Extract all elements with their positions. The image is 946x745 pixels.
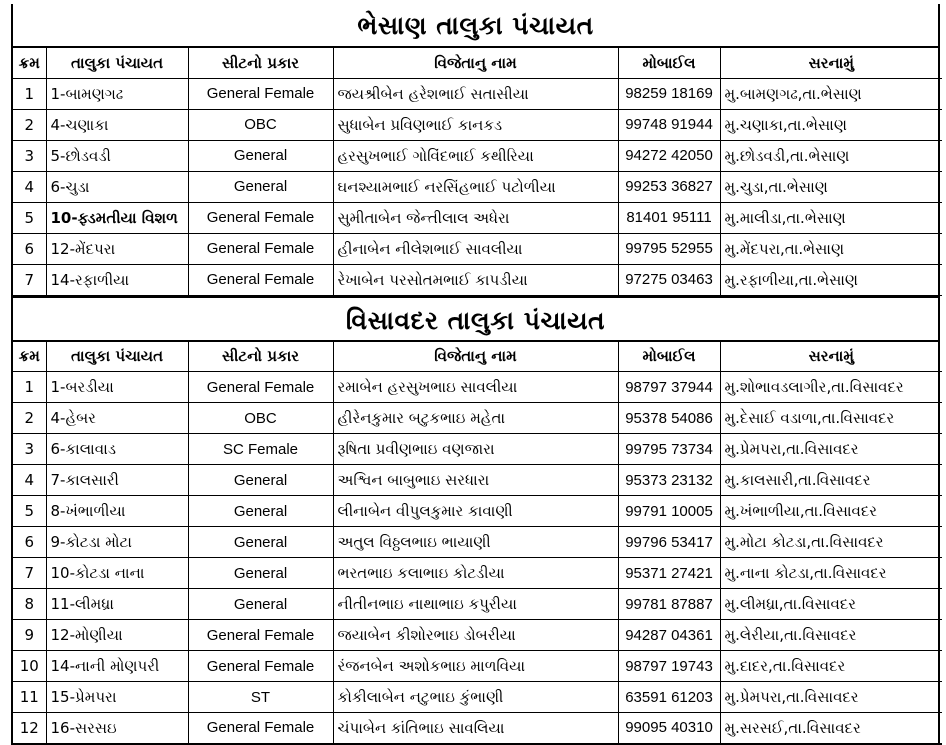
mobile-cell: 81401 95111 xyxy=(618,202,720,233)
serial-cell: 1 xyxy=(13,78,46,109)
mobile-cell: 99095 40310 xyxy=(618,713,720,744)
winner-name-cell: રેખાબેન પરસોતમભાઈ કાપડીયા xyxy=(333,264,618,295)
header-mobile: મોબાઈલ xyxy=(618,48,720,78)
winner-name-cell: સુધાબેન પ્રવિણભાઈ કાનકડ xyxy=(333,109,618,140)
address-cell: મુ.બામણગઢ,તા.ભેસાણ xyxy=(720,78,942,109)
serial-cell: 12 xyxy=(13,713,46,744)
serial-cell: 6 xyxy=(13,527,46,558)
header-address: સરનામું xyxy=(720,48,942,78)
table-row xyxy=(13,78,942,109)
table-row xyxy=(13,651,942,682)
section-title-bhesan: ભેસાણ તાલુકા પંચાયત xyxy=(13,4,938,48)
winner-name-cell: ઘનશ્યામભાઈ નરસિંહભાઈ પટોળીયા xyxy=(333,171,618,202)
seat-type-cell: General Female xyxy=(188,202,333,233)
address-cell: મુ.પ્રેમપરા,તા.વિસાવદર xyxy=(720,434,942,465)
bhesan-table xyxy=(13,48,942,296)
address-cell: મુ.દેસાઈ વડાળા,તા.વિસાવદર xyxy=(720,403,942,434)
table-row xyxy=(13,403,942,434)
panchayat-cell: 6-ચુડા xyxy=(46,171,188,202)
seat-type-cell: General xyxy=(188,171,333,202)
winner-name-cell: હીરેનકુમાર બટુકભાઇ મહેતા xyxy=(333,403,618,434)
winner-name-cell: ચંપાબેન કાંતિભાઇ સાવલિયા xyxy=(333,713,618,744)
serial-cell: 2 xyxy=(13,109,46,140)
seat-type-cell: OBC xyxy=(188,109,333,140)
serial-cell: 5 xyxy=(13,202,46,233)
header-serial: ક્રમ xyxy=(13,48,46,78)
seat-type-cell: General xyxy=(188,558,333,589)
winner-name-cell: કોકીલાબેન નટુભાઇ કુંભાણી xyxy=(333,682,618,713)
address-cell: મુ.નાના કોટડા,તા.વિસાવદર xyxy=(720,558,942,589)
mobile-cell: 94272 42050 xyxy=(618,140,720,171)
table-header-row xyxy=(13,342,942,372)
address-cell: મુ.લીમધ્રા,તા.વિસાવદર xyxy=(720,589,942,620)
winner-name-cell: હરસુખભાઈ ગોવિંદભાઈ કથીરિયા xyxy=(333,140,618,171)
mobile-cell: 99781 87887 xyxy=(618,589,720,620)
panchayat-cell: 1-બરડીયા xyxy=(46,372,188,403)
mobile-cell: 95373 23132 xyxy=(618,465,720,496)
winner-name-cell: રમાબેન હરસુખભાઇ સાવલીયા xyxy=(333,372,618,403)
seat-type-cell: SC Female xyxy=(188,434,333,465)
winner-name-cell: સુમીતાબેન જેન્તીલાલ અધેરા xyxy=(333,202,618,233)
mobile-cell: 97275 03463 xyxy=(618,264,720,295)
table-row xyxy=(13,372,942,403)
visavadar-rows xyxy=(13,372,942,744)
panchayat-cell: 5-છોડવડી xyxy=(46,140,188,171)
panchayat-cell: 10-ફ્ડમતીયા વિશળ xyxy=(46,202,188,233)
table-row xyxy=(13,589,942,620)
table-row xyxy=(13,140,942,171)
mobile-cell: 99253 36827 xyxy=(618,171,720,202)
seat-type-cell: General xyxy=(188,527,333,558)
header-address: સરનામું xyxy=(720,342,942,372)
mobile-cell: 98797 19743 xyxy=(618,651,720,682)
panchayat-cell: 14-નાની મોણપરી xyxy=(46,651,188,682)
address-cell: મુ.મોટા કોટડા,તા.વિસાવદર xyxy=(720,527,942,558)
winner-name-cell: લીનાબેન વીપુલકુમાર કાવાણી xyxy=(333,496,618,527)
seat-type-cell: General Female xyxy=(188,651,333,682)
mobile-cell: 98259 18169 xyxy=(618,78,720,109)
table-row xyxy=(13,713,942,744)
serial-cell: 6 xyxy=(13,233,46,264)
table-row xyxy=(13,682,942,713)
results-sheet xyxy=(11,4,940,745)
table-row xyxy=(13,264,942,295)
mobile-cell: 94287 04361 xyxy=(618,620,720,651)
address-cell: મુ.કાલસારી,તા.વિસાવદર xyxy=(720,465,942,496)
table-row xyxy=(13,233,942,264)
winner-name-cell: જયાબેન કીશોરભાઇ ડોબરીયા xyxy=(333,620,618,651)
table-row xyxy=(13,202,942,233)
header-winner-name: વિજેતાનુ નામ xyxy=(333,342,618,372)
address-cell: મુ.દાદર,તા.વિસાવદર xyxy=(720,651,942,682)
panchayat-cell: 15-પ્રેમપરા xyxy=(46,682,188,713)
address-cell: મુ.શોભાવડલાગીર,તા.વિસાવદર xyxy=(720,372,942,403)
serial-cell: 11 xyxy=(13,682,46,713)
seat-type-cell: ST xyxy=(188,682,333,713)
winner-name-cell: જયશ્રીબેન હરેશભાઈ સતાસીયા xyxy=(333,78,618,109)
seat-type-cell: General xyxy=(188,496,333,527)
table-row xyxy=(13,465,942,496)
serial-cell: 8 xyxy=(13,589,46,620)
mobile-cell: 98797 37944 xyxy=(618,372,720,403)
panchayat-cell: 4-ચણાકા xyxy=(46,109,188,140)
section-title-visavadar: વિસાવદર તાલુકા પંચાયત xyxy=(13,296,938,342)
address-cell: મુ.ચુડા,તા.ભેસાણ xyxy=(720,171,942,202)
serial-cell: 1 xyxy=(13,372,46,403)
mobile-cell: 95378 54086 xyxy=(618,403,720,434)
seat-type-cell: General Female xyxy=(188,713,333,744)
panchayat-cell: 6-કાલાવાડ xyxy=(46,434,188,465)
mobile-cell: 99796 53417 xyxy=(618,527,720,558)
serial-cell: 7 xyxy=(13,264,46,295)
header-panchayat: તાલુકા પંચાયત xyxy=(46,342,188,372)
mobile-cell: 95371 27421 xyxy=(618,558,720,589)
table-row xyxy=(13,434,942,465)
panchayat-cell: 8-ખંભાળીયા xyxy=(46,496,188,527)
mobile-cell: 99791 10005 xyxy=(618,496,720,527)
mobile-cell: 99795 73734 xyxy=(618,434,720,465)
serial-cell: 4 xyxy=(13,171,46,202)
address-cell: મુ.માલીડા,તા.ભેસાણ xyxy=(720,202,942,233)
address-cell: મુ.પ્રેમપરા,તા.વિસાવદર xyxy=(720,682,942,713)
table-row xyxy=(13,527,942,558)
address-cell: મુ.છોડવડી,તા.ભેસાણ xyxy=(720,140,942,171)
winner-name-cell: અશ્વિન બાબુભાઇ સરધારા xyxy=(333,465,618,496)
winner-name-cell: રંજનબેન અશોકભાઇ માળવિયા xyxy=(333,651,618,682)
header-serial: ક્રમ xyxy=(13,342,46,372)
seat-type-cell: General Female xyxy=(188,78,333,109)
table-row xyxy=(13,109,942,140)
winner-name-cell: હીનાબેન નીલેશભાઈ સાવલીયા xyxy=(333,233,618,264)
seat-type-cell: General xyxy=(188,465,333,496)
panchayat-cell: 12-મોણીયા xyxy=(46,620,188,651)
serial-cell: 3 xyxy=(13,140,46,171)
header-seat-type: સીટનો પ્રકાર xyxy=(188,48,333,78)
panchayat-cell: 16-સરસઇ xyxy=(46,713,188,744)
panchayat-cell: 7-કાલસારી xyxy=(46,465,188,496)
table-row xyxy=(13,171,942,202)
table-row xyxy=(13,558,942,589)
bhesan-rows xyxy=(13,78,942,295)
panchayat-cell: 12-મેંદપરા xyxy=(46,233,188,264)
panchayat-cell: 4-હેબર xyxy=(46,403,188,434)
seat-type-cell: General xyxy=(188,589,333,620)
header-panchayat: તાલુકા પંચાયત xyxy=(46,48,188,78)
table-row xyxy=(13,496,942,527)
panchayat-cell: 14-રફાળીયા xyxy=(46,264,188,295)
header-winner-name: વિજેતાનુ નામ xyxy=(333,48,618,78)
address-cell: મુ.મેંદપરા,તા.ભેસાણ xyxy=(720,233,942,264)
seat-type-cell: General xyxy=(188,140,333,171)
serial-cell: 10 xyxy=(13,651,46,682)
serial-cell: 9 xyxy=(13,620,46,651)
serial-cell: 2 xyxy=(13,403,46,434)
mobile-cell: 63591 61203 xyxy=(618,682,720,713)
winner-name-cell: ભરતભાઇ કલાભાઇ કોટડીયા xyxy=(333,558,618,589)
seat-type-cell: OBC xyxy=(188,403,333,434)
address-cell: મુ.ચણાકા,તા.ભેસાણ xyxy=(720,109,942,140)
serial-cell: 3 xyxy=(13,434,46,465)
mobile-cell: 99795 52955 xyxy=(618,233,720,264)
panchayat-cell: 11-લીમધ્રા xyxy=(46,589,188,620)
address-cell: મુ.લેરીયા,તા.વિસાવદર xyxy=(720,620,942,651)
serial-cell: 4 xyxy=(13,465,46,496)
mobile-cell: 99748 91944 xyxy=(618,109,720,140)
seat-type-cell: General Female xyxy=(188,264,333,295)
winner-name-cell: રૂષિતા પ્રવીણભાઇ વણજારા xyxy=(333,434,618,465)
header-seat-type: સીટનો પ્રકાર xyxy=(188,342,333,372)
panchayat-cell: 1-બામણગઢ xyxy=(46,78,188,109)
header-mobile: મોબાઈલ xyxy=(618,342,720,372)
panchayat-cell: 10-કોટડા નાના xyxy=(46,558,188,589)
winner-name-cell: અતુલ વિઠ્ઠલભાઇ ભાયાણી xyxy=(333,527,618,558)
table-row xyxy=(13,620,942,651)
seat-type-cell: General Female xyxy=(188,233,333,264)
seat-type-cell: General Female xyxy=(188,620,333,651)
serial-cell: 7 xyxy=(13,558,46,589)
seat-type-cell: General Female xyxy=(188,372,333,403)
serial-cell: 5 xyxy=(13,496,46,527)
address-cell: મુ.રફાળીયા,તા.ભેસાણ xyxy=(720,264,942,295)
visavadar-table xyxy=(13,342,942,745)
panchayat-cell: 9-કોટડા મોટા xyxy=(46,527,188,558)
winner-name-cell: નીતીનભાઇ નાથાભાઇ કપુરીયા xyxy=(333,589,618,620)
table-header-row xyxy=(13,48,942,78)
address-cell: મુ.ખંભાળીયા,તા.વિસાવદર xyxy=(720,496,942,527)
address-cell: મુ.સરસઈ,તા.વિસાવદર xyxy=(720,713,942,744)
